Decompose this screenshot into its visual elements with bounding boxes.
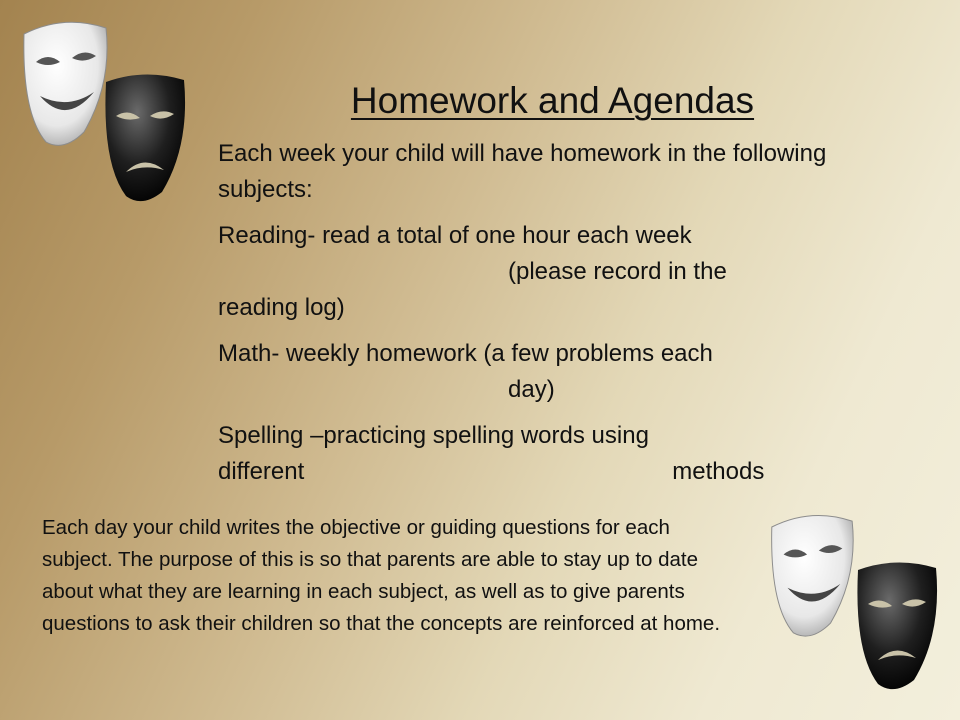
- reading-line-1: Reading- read a total of one hour each week: [218, 222, 692, 249]
- math-line-2: day): [508, 376, 555, 403]
- agenda-note: Each day your child writes the objective or guiding questions for each subject. The purpose of this is so that parents are able to stay up to date about what they are learning in each subject, as well as to give parents questions to ask their children so that the concepts are reinforced at home.: [42, 516, 721, 635]
- spelling-line-2b: methods: [672, 458, 765, 485]
- tragedy-mask-icon: [850, 556, 942, 696]
- spelling-line-2a: different: [218, 458, 305, 485]
- spelling-line-1: Spelling –practicing spelling words using: [218, 422, 649, 449]
- comedy-mask-icon: [762, 506, 860, 646]
- page-title: Homework and Agendas: [350, 80, 755, 121]
- reading-item: [218, 218, 898, 326]
- reading-line-3: reading log): [218, 294, 345, 321]
- reading-line-2: (please record in the: [508, 258, 727, 285]
- intro-text: Each week your child will have homework in the following subjects:: [218, 140, 827, 203]
- math-item: [218, 336, 898, 408]
- spelling-item: [218, 418, 898, 490]
- homework-list: [218, 136, 898, 500]
- math-line-1: Math- weekly homework (a few problems each: [218, 340, 713, 367]
